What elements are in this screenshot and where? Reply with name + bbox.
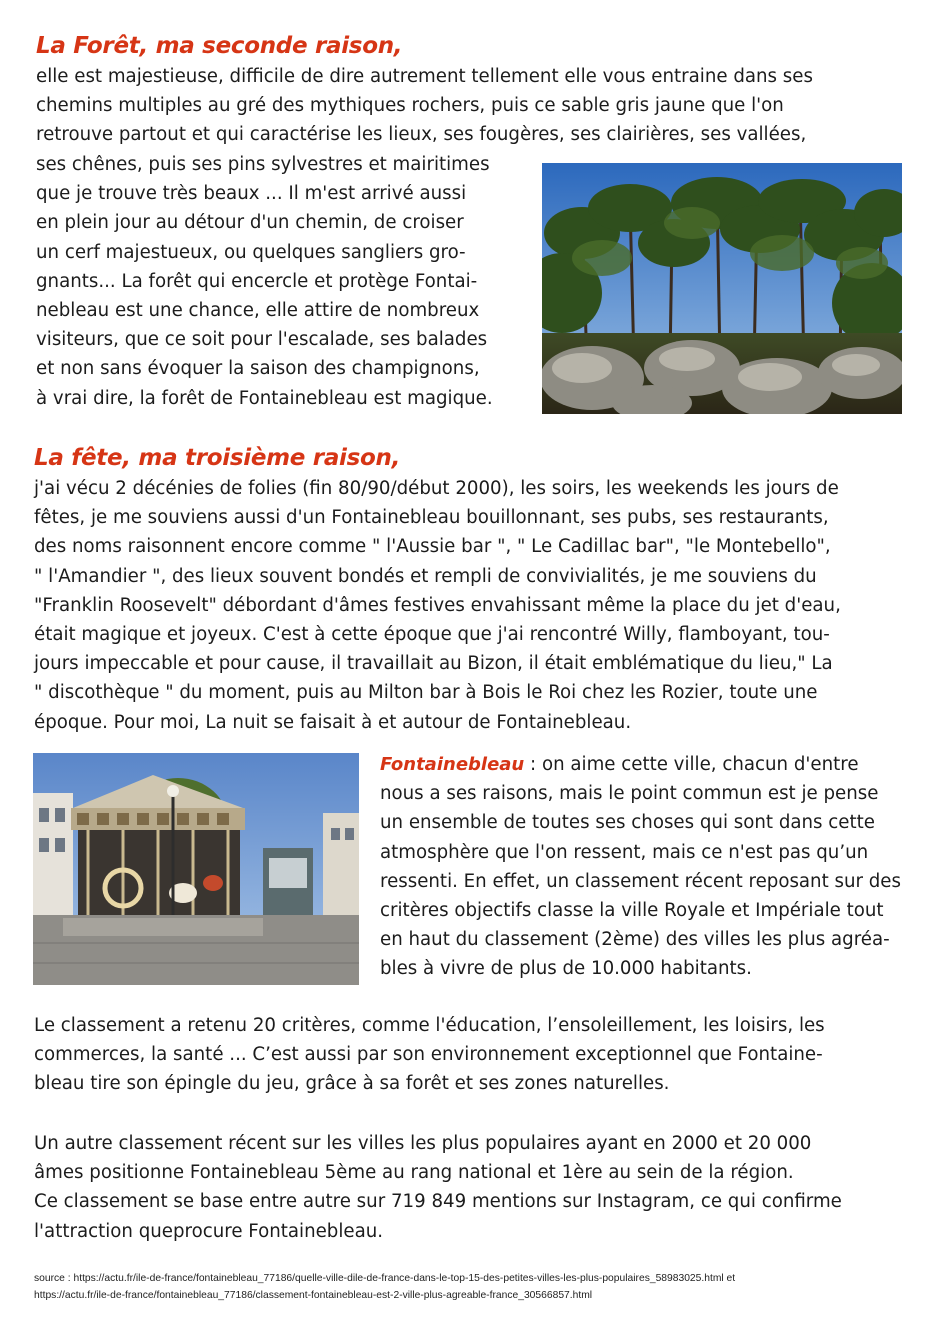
forest-line: chemins multiples au gré des mythiques rochers, puis ce sable gris jaune que l'on <box>36 95 784 117</box>
populaires-paragraph <box>34 1129 919 1246</box>
fete-line: " l'Amandier ", des lieux souvent bondés et rempli de convivialités, je me souviens du <box>34 565 817 587</box>
forest-line: que je trouve très beaux ... Il m'est arrivé aussi <box>36 183 467 205</box>
forest-photo-illustration <box>542 163 902 414</box>
carousel-photo-illustration <box>33 753 359 985</box>
fete-line: était magique et joyeux. C'est à cette époque que j'ai rencontré Willy, flamboyant, tou- <box>34 624 830 646</box>
fontainebleau-lead: Fontainebleau <box>380 754 525 775</box>
fontainebleau-line: : on aime cette ville, chacun d'entre <box>524 754 859 775</box>
fontainebleau-line: bles à vivre de plus de 10.000 habitants. <box>380 958 752 980</box>
forest-line: à vrai dire, la forêt de Fontainebleau est magique. <box>36 387 493 409</box>
fete-line: époque. Pour moi, La nuit se faisait à et autour de Fontainebleau. <box>34 711 632 733</box>
forest-line: visiteurs, que ce soit pour l'escalade, ses balades <box>36 329 488 351</box>
forest-line: ses chênes, puis ses pins sylvestres et mairitimes <box>36 154 490 175</box>
populaires-line: Un autre classement récent sur les villes les plus populaires ayant en 2000 et 20 000 <box>34 1133 812 1154</box>
forest-photo <box>542 163 902 414</box>
forest-line: en plein jour au détour d'un chemin, de croiser <box>36 212 464 234</box>
fete-paragraph <box>34 474 919 737</box>
classement-line: commerces, la santé ... C’est aussi par son environnement exceptionnel que Fontaine- <box>34 1044 823 1066</box>
fete-heading: La fête, ma troisième raison, <box>34 445 401 471</box>
fontainebleau-line: nous a ses raisons, mais le point commun est je pense <box>380 783 879 805</box>
fontainebleau-line: ressenti. En effet, un classement récent reposant sur des <box>380 870 901 892</box>
fete-line: "Franklin Roosevelt" débordant d'âmes festives envahissant même la place du jet d'eau, <box>34 594 841 616</box>
source-note <box>34 1270 929 1304</box>
fete-line: j'ai vécu 2 décénies de folies (fin 80/90/début 2000), les soirs, les weekends les jours de <box>34 478 839 499</box>
forest-line: et non sans évoquer la saison des champignons, <box>36 358 480 380</box>
fete-line: " discothèque " du moment, puis au Milton bar à Bois le Roi chez les Rozier, toute une <box>34 682 818 704</box>
forest-line: elle est majestieuse, difficile de dire autrement tellement elle vous entraine dans ses <box>36 66 813 87</box>
forest-line: retrouve partout et qui caractérise les lieux, ses fougères, ses clairières, ses vallées, <box>36 124 807 146</box>
fontainebleau-first-line <box>380 750 920 779</box>
fontainebleau-line: en haut du classement (2ème) des villes les plus agréa- <box>380 929 890 951</box>
populaires-line: âmes positionne Fontainebleau 5ème au rang national et 1ère au sein de la région. <box>34 1162 794 1184</box>
classement-line: bleau tire son épingle du jeu, grâce à sa forêt et ses zones naturelles. <box>34 1073 670 1095</box>
fontainebleau-paragraph <box>380 750 920 984</box>
classement-line: Le classement a retenu 20 critères, comme l'éducation, l’ensoleillement, les loisirs, les <box>34 1015 825 1036</box>
forest-heading: La Forêt, ma seconde raison, <box>36 33 403 59</box>
forest-line: gnants... La forêt qui encercle et protège Fontai- <box>36 270 478 292</box>
source-line-2: https://actu.fr/ile-de-france/fontainebleau_77186/classement-fontainebleau-est-2-ville-plus-agreable-france_30566857.html <box>34 1290 593 1301</box>
fete-line: des noms raisonnent encore comme " l'Aussie bar ", " Le Cadillac bar", "le Montebello", <box>34 536 831 558</box>
forest-paragraph-wrapped <box>36 150 526 413</box>
fontainebleau-line: atmosphère que l'on ressent, mais ce n'est pas qu’un <box>380 841 869 863</box>
fontainebleau-line: critères objectifs classe la ville Royale et Impériale tout <box>380 900 884 922</box>
source-line-1: source : https://actu.fr/ile-de-france/fontainebleau_77186/quelle-ville-dile-de-france-dans-le-top-15-des-petites-villes-les-plus-populaires_58983025.html et <box>34 1273 736 1284</box>
fete-line: jours impeccable et pour cause, il travaillait au Bizon, il était emblématique du lieu," La <box>34 653 833 675</box>
fontainebleau-line: un ensemble de toutes ses choses qui sont dans cette <box>380 812 875 834</box>
forest-line: nebleau est une chance, elle attire de nombreux <box>36 300 480 322</box>
classement-paragraph <box>34 1011 919 1099</box>
fete-line: fêtes, je me souviens aussi d'un Fontainebleau bouillonnant, ses pubs, ses restaurants, <box>34 507 829 529</box>
populaires-line: Ce classement se base entre autre sur 719 849 mentions sur Instagram, ce qui confirme <box>34 1191 842 1213</box>
populaires-line: l'attraction queprocure Fontainebleau. <box>34 1220 384 1242</box>
forest-line: un cerf majestueux, ou quelques sangliers gro- <box>36 241 466 263</box>
carousel-photo <box>33 753 359 985</box>
forest-paragraph-full <box>36 62 916 150</box>
